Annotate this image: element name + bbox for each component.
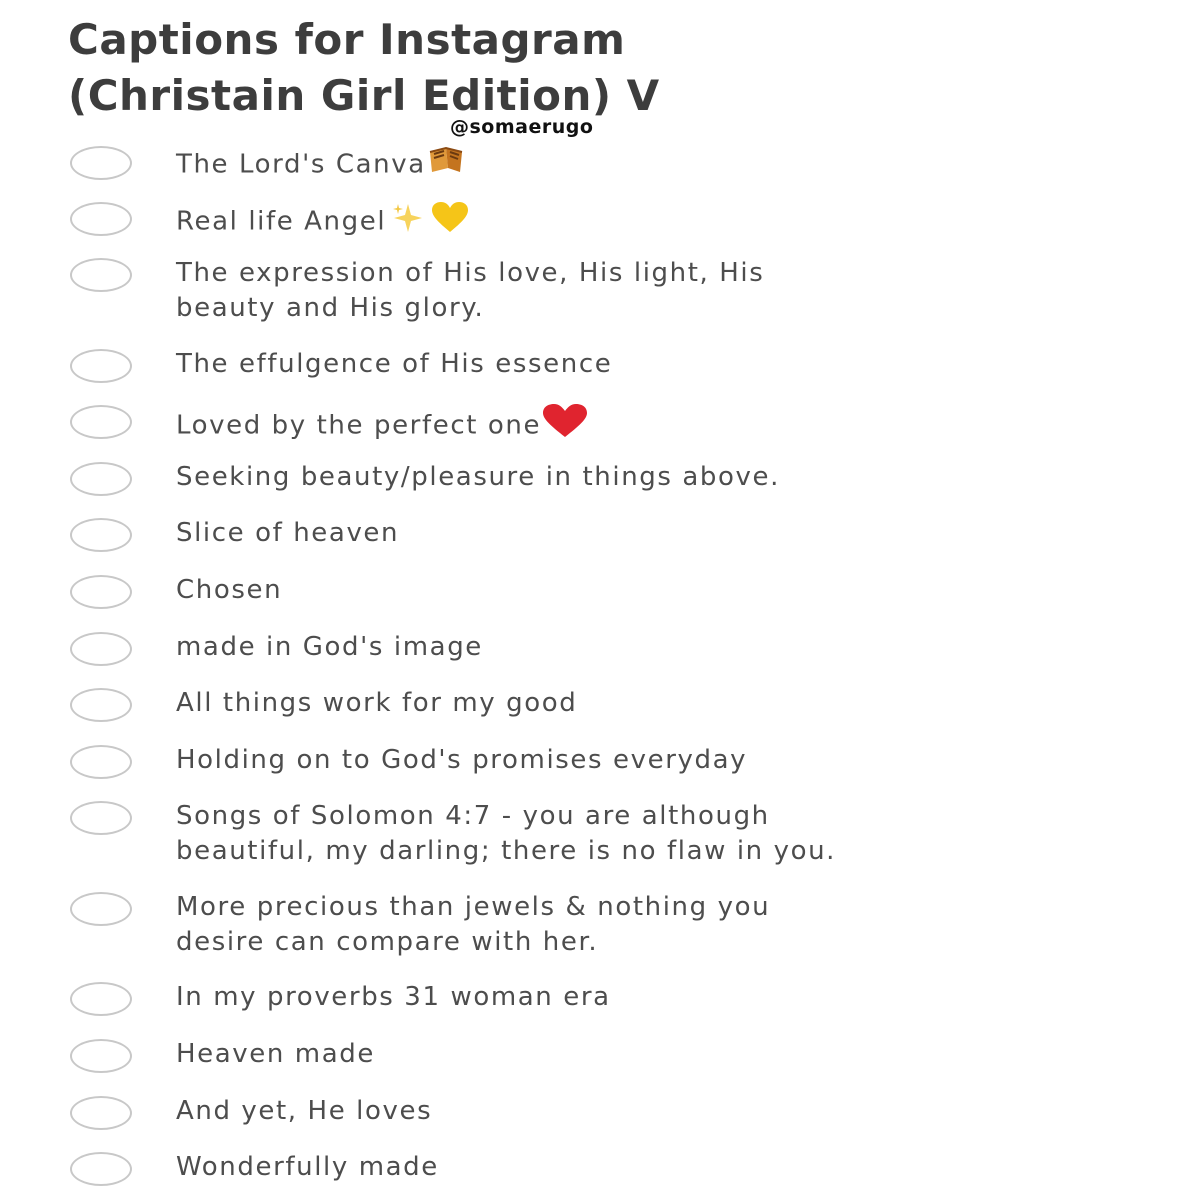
- item-checkbox[interactable]: [70, 1039, 132, 1073]
- author-handle: @somaerugo: [450, 116, 594, 138]
- red-heart-icon: [541, 403, 589, 449]
- list-item-label: Loved by the perfect one: [176, 403, 1106, 449]
- list-item-label: The Lord's Canva: [176, 144, 1106, 186]
- item-checkbox[interactable]: [70, 982, 132, 1016]
- list-item-label: [176, 799, 1106, 869]
- list-item-label: Wonderfully made: [176, 1152, 439, 1182]
- list-item-label-line-2: beautiful, my darling; there is no flaw in you.: [176, 836, 837, 866]
- list-item-label-line-2: beauty and His glory.: [176, 293, 485, 323]
- list-item-label: Seeking beauty/pleasure in things above.: [176, 462, 780, 492]
- item-checkbox[interactable]: [70, 349, 132, 383]
- list-item-label: Heaven made: [176, 1039, 375, 1069]
- item-checkbox[interactable]: [70, 892, 132, 926]
- list-item-label: And yet, He loves: [176, 1096, 433, 1126]
- item-checkbox[interactable]: [70, 745, 132, 779]
- list-item-label: Holding on to God's promises everyday: [176, 745, 748, 775]
- page-title-line-1: Captions for Instagram: [68, 15, 626, 64]
- list-item-label-line-1: More precious than jewels & nothing you: [176, 892, 771, 922]
- item-checkbox[interactable]: [70, 258, 132, 292]
- item-checkbox[interactable]: [70, 801, 132, 835]
- item-checkbox[interactable]: [70, 632, 132, 666]
- list-item-label: [176, 256, 1106, 326]
- list-item-label: The effulgence of His essence: [176, 349, 613, 379]
- book-icon: [426, 144, 468, 186]
- list-item-label: Chosen: [176, 575, 283, 605]
- item-checkbox[interactable]: [70, 202, 132, 236]
- item-checkbox[interactable]: [70, 1152, 132, 1186]
- list-item-label: In my proverbs 31 woman era: [176, 982, 611, 1012]
- list-item-label: Slice of heaven: [176, 518, 400, 548]
- list-item-label: [176, 890, 1106, 960]
- list-item-label: made in God's image: [176, 632, 483, 662]
- list-item-label: Real life Angel: [176, 200, 1106, 244]
- item-checkbox[interactable]: [70, 688, 132, 722]
- item-checkbox[interactable]: [70, 146, 132, 180]
- item-checkbox[interactable]: [70, 462, 132, 496]
- list-item-label-line-1: Songs of Solomon 4:7 - you are although: [176, 801, 770, 831]
- list-item-label-line-1: The expression of His love, His light, His: [176, 258, 765, 288]
- item-checkbox[interactable]: [70, 1096, 132, 1130]
- yellow-heart-icon: [430, 200, 470, 244]
- list-item-label: All things work for my good: [176, 688, 578, 718]
- page-title-line-2: (Christain Girl Edition) V: [68, 71, 660, 120]
- item-checkbox[interactable]: [70, 575, 132, 609]
- list-item-label-line-2: desire can compare with her.: [176, 927, 599, 957]
- item-checkbox[interactable]: [70, 518, 132, 552]
- item-checkbox[interactable]: [70, 405, 132, 439]
- sparkles-icon: [386, 200, 430, 244]
